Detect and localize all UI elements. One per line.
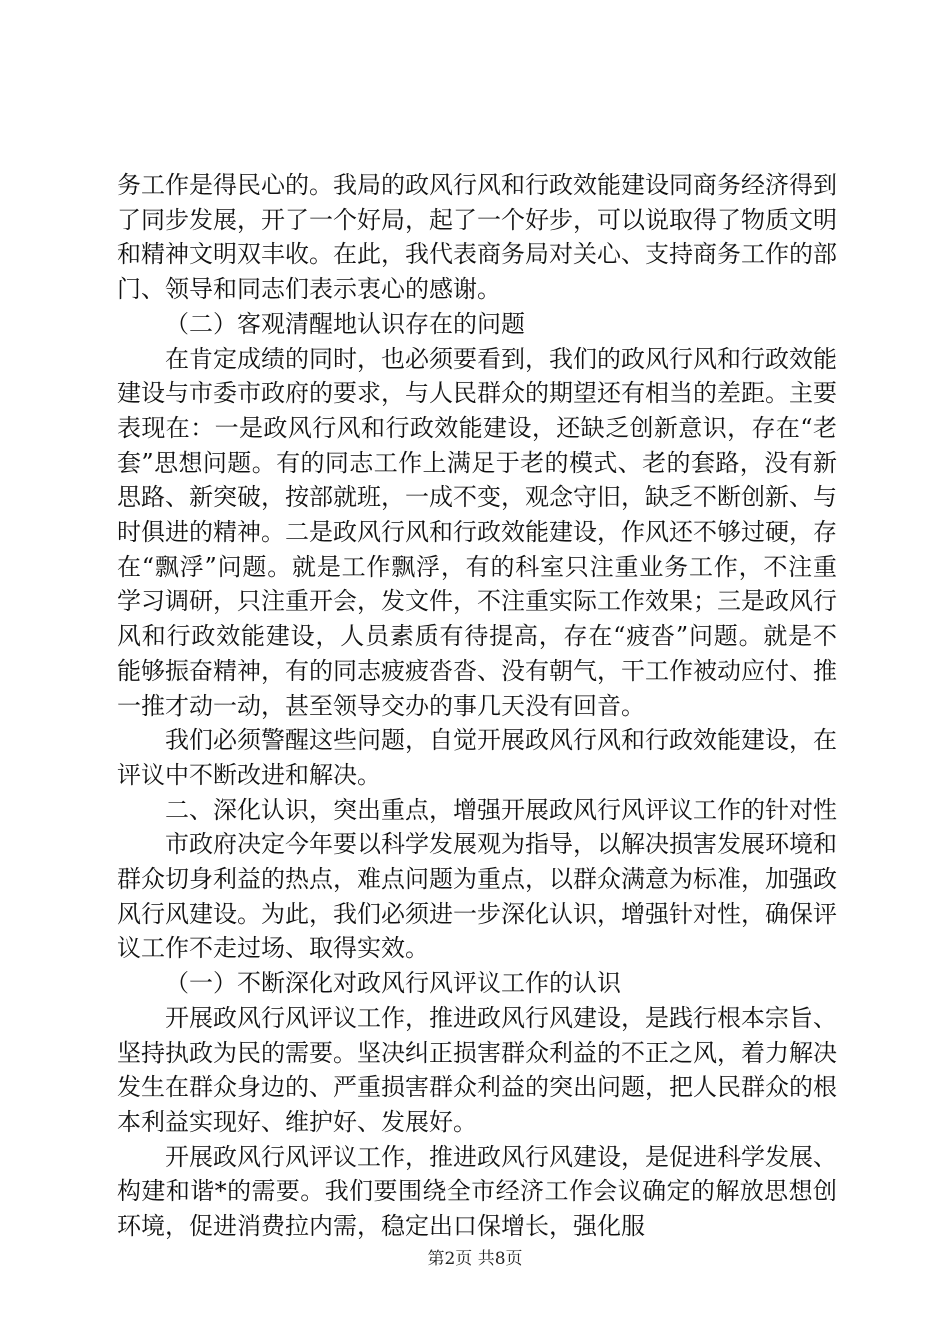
paragraph-government-decision: 市政府决定今年要以科学发展观为指导，以解决损害发展环境和群众切身利益的热点，难点问题为重点，以群众满意为标准，加强政风行风建设。为此，我们必须进一步深化认识，增强针对性，确保评议工作不走过场、取得实效。 xyxy=(117,830,837,963)
document-body xyxy=(117,168,837,1244)
page-number-footer: 第2页 共8页 xyxy=(427,1249,523,1269)
paragraph-continuation: 务工作是得民心的。我局的政风行风和行政效能建设同商务经济得到了同步发展，开了一个好局，起了一个好步，可以说取得了物质文明和精神文明双丰收。在此，我代表商务局对关心、支持商务工作的部门、领导和同志们表示衷心的感谢。 xyxy=(117,171,837,304)
paragraph-problems: 在肯定成绩的同时，也必须要看到，我们的政风行风和行政效能建设与市委市政府的要求，与人民群众的期望还有相当的差距。主要表现在：一是政风行风和行政效能建设，还缺乏创新意识，存在“老套”思想问题。有的同志工作上满足于老的模式、老的套路，没有新思路、新突破，按部就班，一成不变，观念守旧，缺乏不断创新、与时俱进的精神。二是政风行风和行政效能建设，作风还不够过硬，存在“飘浮”问题。就是工作飘浮，有的科室只注重业务工作，不注重学习调研，只注重开会，发文件，不注重实际工作效果；三是政风行风和行政效能建设，人员素质有待提高，存在“疲沓”问题。就是不能够振奋精神，有的同志疲疲沓沓、没有朝气，干工作被动应付、推一推才动一动，甚至领导交办的事几天没有回音。 xyxy=(117,344,837,720)
section-heading-two: 二、深化认识，突出重点，增强开展政风行风评议工作的针对性 xyxy=(165,795,837,824)
paragraph-warning: 我们必须警醒这些问题，自觉开展政风行风和行政效能建设，在评议中不断改进和解决。 xyxy=(117,726,837,789)
section-heading-problems: （二）客观清醒地认识存在的问题 xyxy=(165,309,525,338)
paragraph-development: 开展政风行风评议工作，推进政风行风建设，是促进科学发展、构建和谐*的需要。我们要围绕全市经济工作会议确定的解放思想创环境，促进消费拉内需，稳定出口保增长，强化服 xyxy=(117,1142,837,1241)
paragraph-purpose: 开展政风行风评议工作，推进政风行风建设，是践行根本宗旨、坚持执政为民的需要。坚决纠正损害群众利益的不正之风，着力解决发生在群众身边的、严重损害群众利益的突出问题，把人民群众的根本利益实现好、维护好、发展好。 xyxy=(117,1003,837,1136)
section-heading-understanding: （一）不断深化对政风行风评议工作的认识 xyxy=(165,969,621,998)
